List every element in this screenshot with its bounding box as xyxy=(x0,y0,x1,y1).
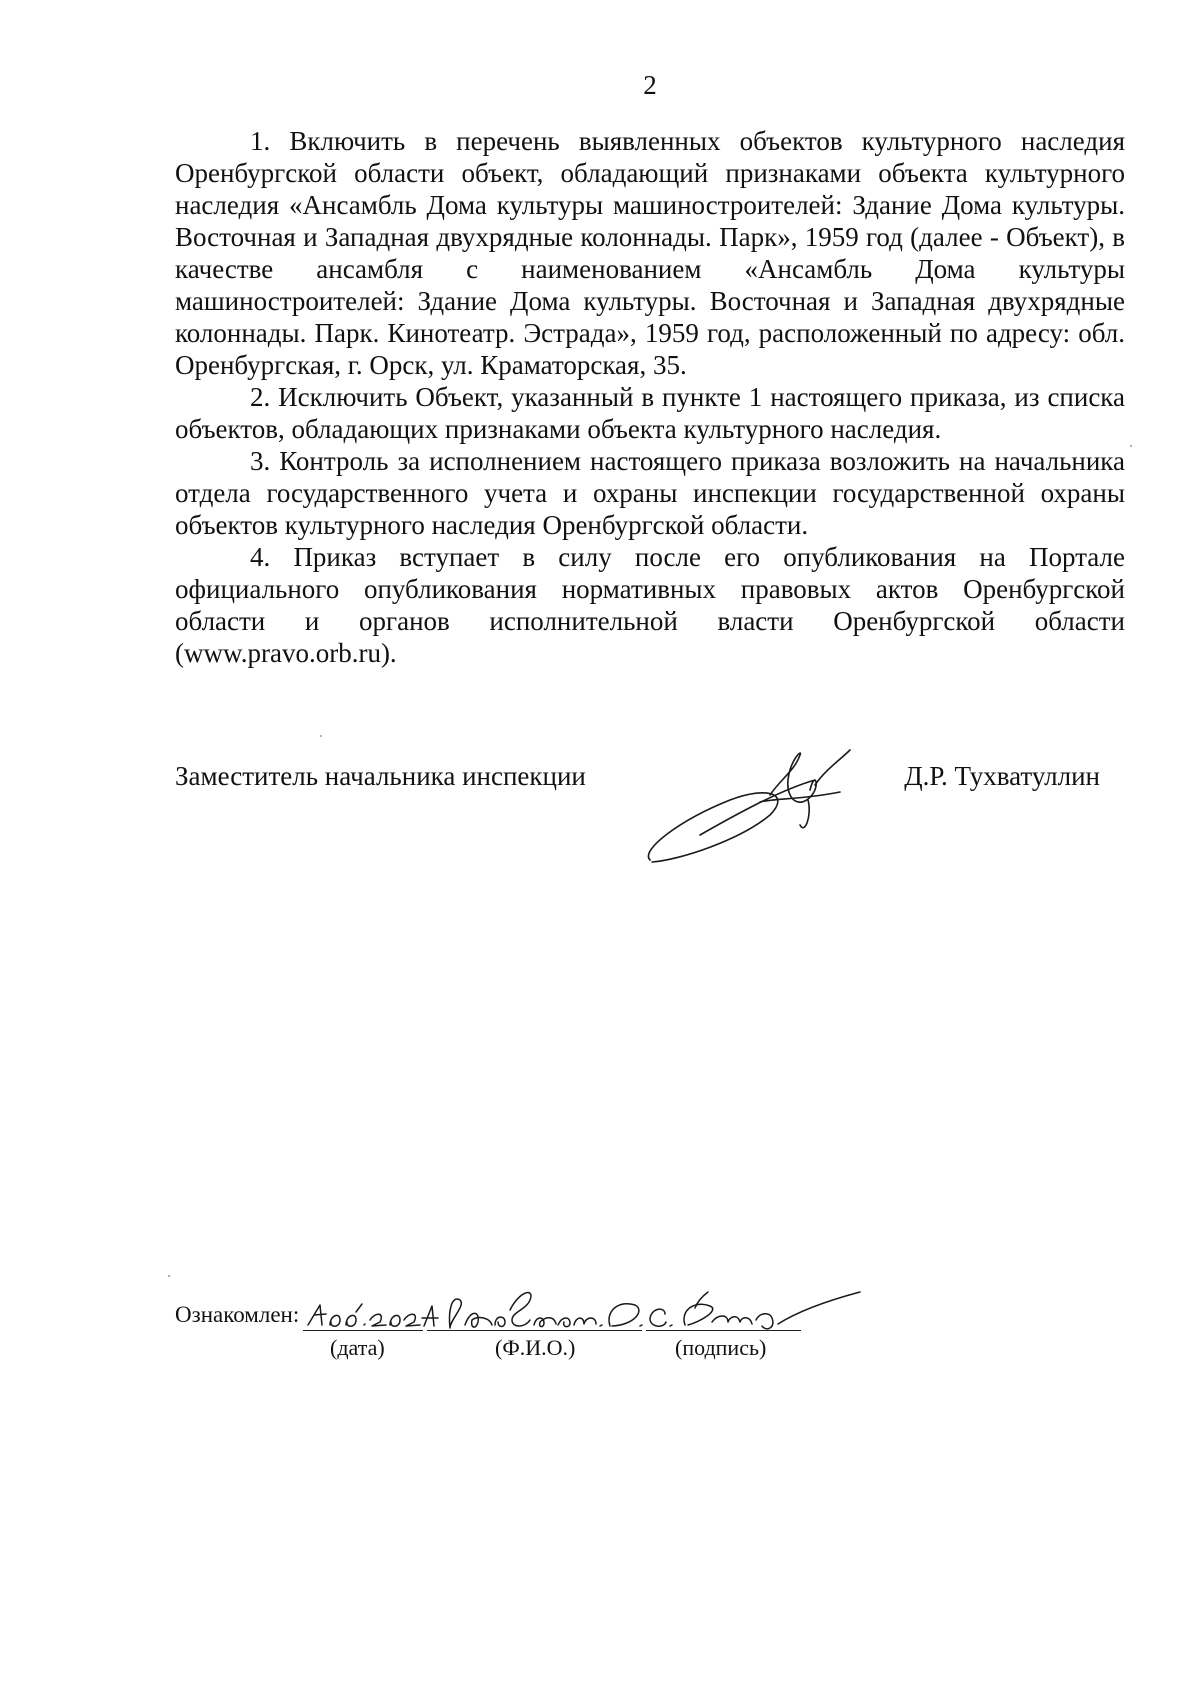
scan-speck xyxy=(320,735,322,737)
paragraph-text: Включить в перечень выявленных объектов культурного наследия Оренбургской области объект, обладающий признаками объекта культурного наследия «Ансамбль Дома культуры машиностроителей: Здание Дома культуры. Восточная и Западная двухрядные колоннады. Парк», 1959 год (далее - Объект), в качестве ансамбля с наименованием «Ансамбль Дома культуры машиностроителей: Здание Дома культуры. Восточная и Западная двухрядные колоннады. Парк. Кинотеатр. Эстрада», 1959 год, расположенный по адресу: обл. Оренбургская, г. Орск, ул. Краматорская, 35. xyxy=(175,126,1125,380)
paragraph-text: Исключить Объект, указанный в пункте 1 настоящего приказа, из списка объектов, обладающих признаками объекта культурного наследия. xyxy=(175,382,1126,444)
name-caption: (Ф.И.О.) xyxy=(495,1335,576,1360)
scan-speck xyxy=(168,1275,170,1277)
acknowledgement-label: Ознакомлен: xyxy=(175,1302,300,1327)
date-caption: (дата) xyxy=(330,1335,385,1360)
paragraph-2 xyxy=(175,381,1125,445)
paragraph-number: 3. xyxy=(250,446,271,476)
handwritten-signature xyxy=(640,740,880,870)
paragraph-number: 1. xyxy=(250,126,271,156)
paragraph-number: 2. xyxy=(250,382,271,412)
signature-caption: (подпись) xyxy=(675,1335,767,1360)
handwritten-acknowledgement xyxy=(300,1270,940,1340)
paragraph-1 xyxy=(175,125,1125,381)
paragraph-4 xyxy=(175,541,1125,669)
signer-title: Заместитель начальника инспекции xyxy=(175,761,586,791)
paragraph-3 xyxy=(175,445,1125,541)
signer-name: Д.Р. Тухватуллин xyxy=(904,761,1100,791)
paragraph-text: Контроль за исполнением настоящего приказа возложить на начальника отдела государственного учета и охраны инспекции государственной охраны объектов культурного наследия Оренбургской области. xyxy=(175,446,1125,540)
paragraph-text: Приказ вступает в силу после его опубликования на Портале официального опубликования нормативных правовых актов Оренбургской области и органов исполнительной власти Оренбургской области (www.pravo.orb.ru). xyxy=(175,542,1125,668)
paragraph-number: 4. xyxy=(250,542,271,572)
scan-speck xyxy=(1130,445,1132,447)
order-body xyxy=(175,125,1125,669)
page-number: 2 xyxy=(643,70,657,100)
